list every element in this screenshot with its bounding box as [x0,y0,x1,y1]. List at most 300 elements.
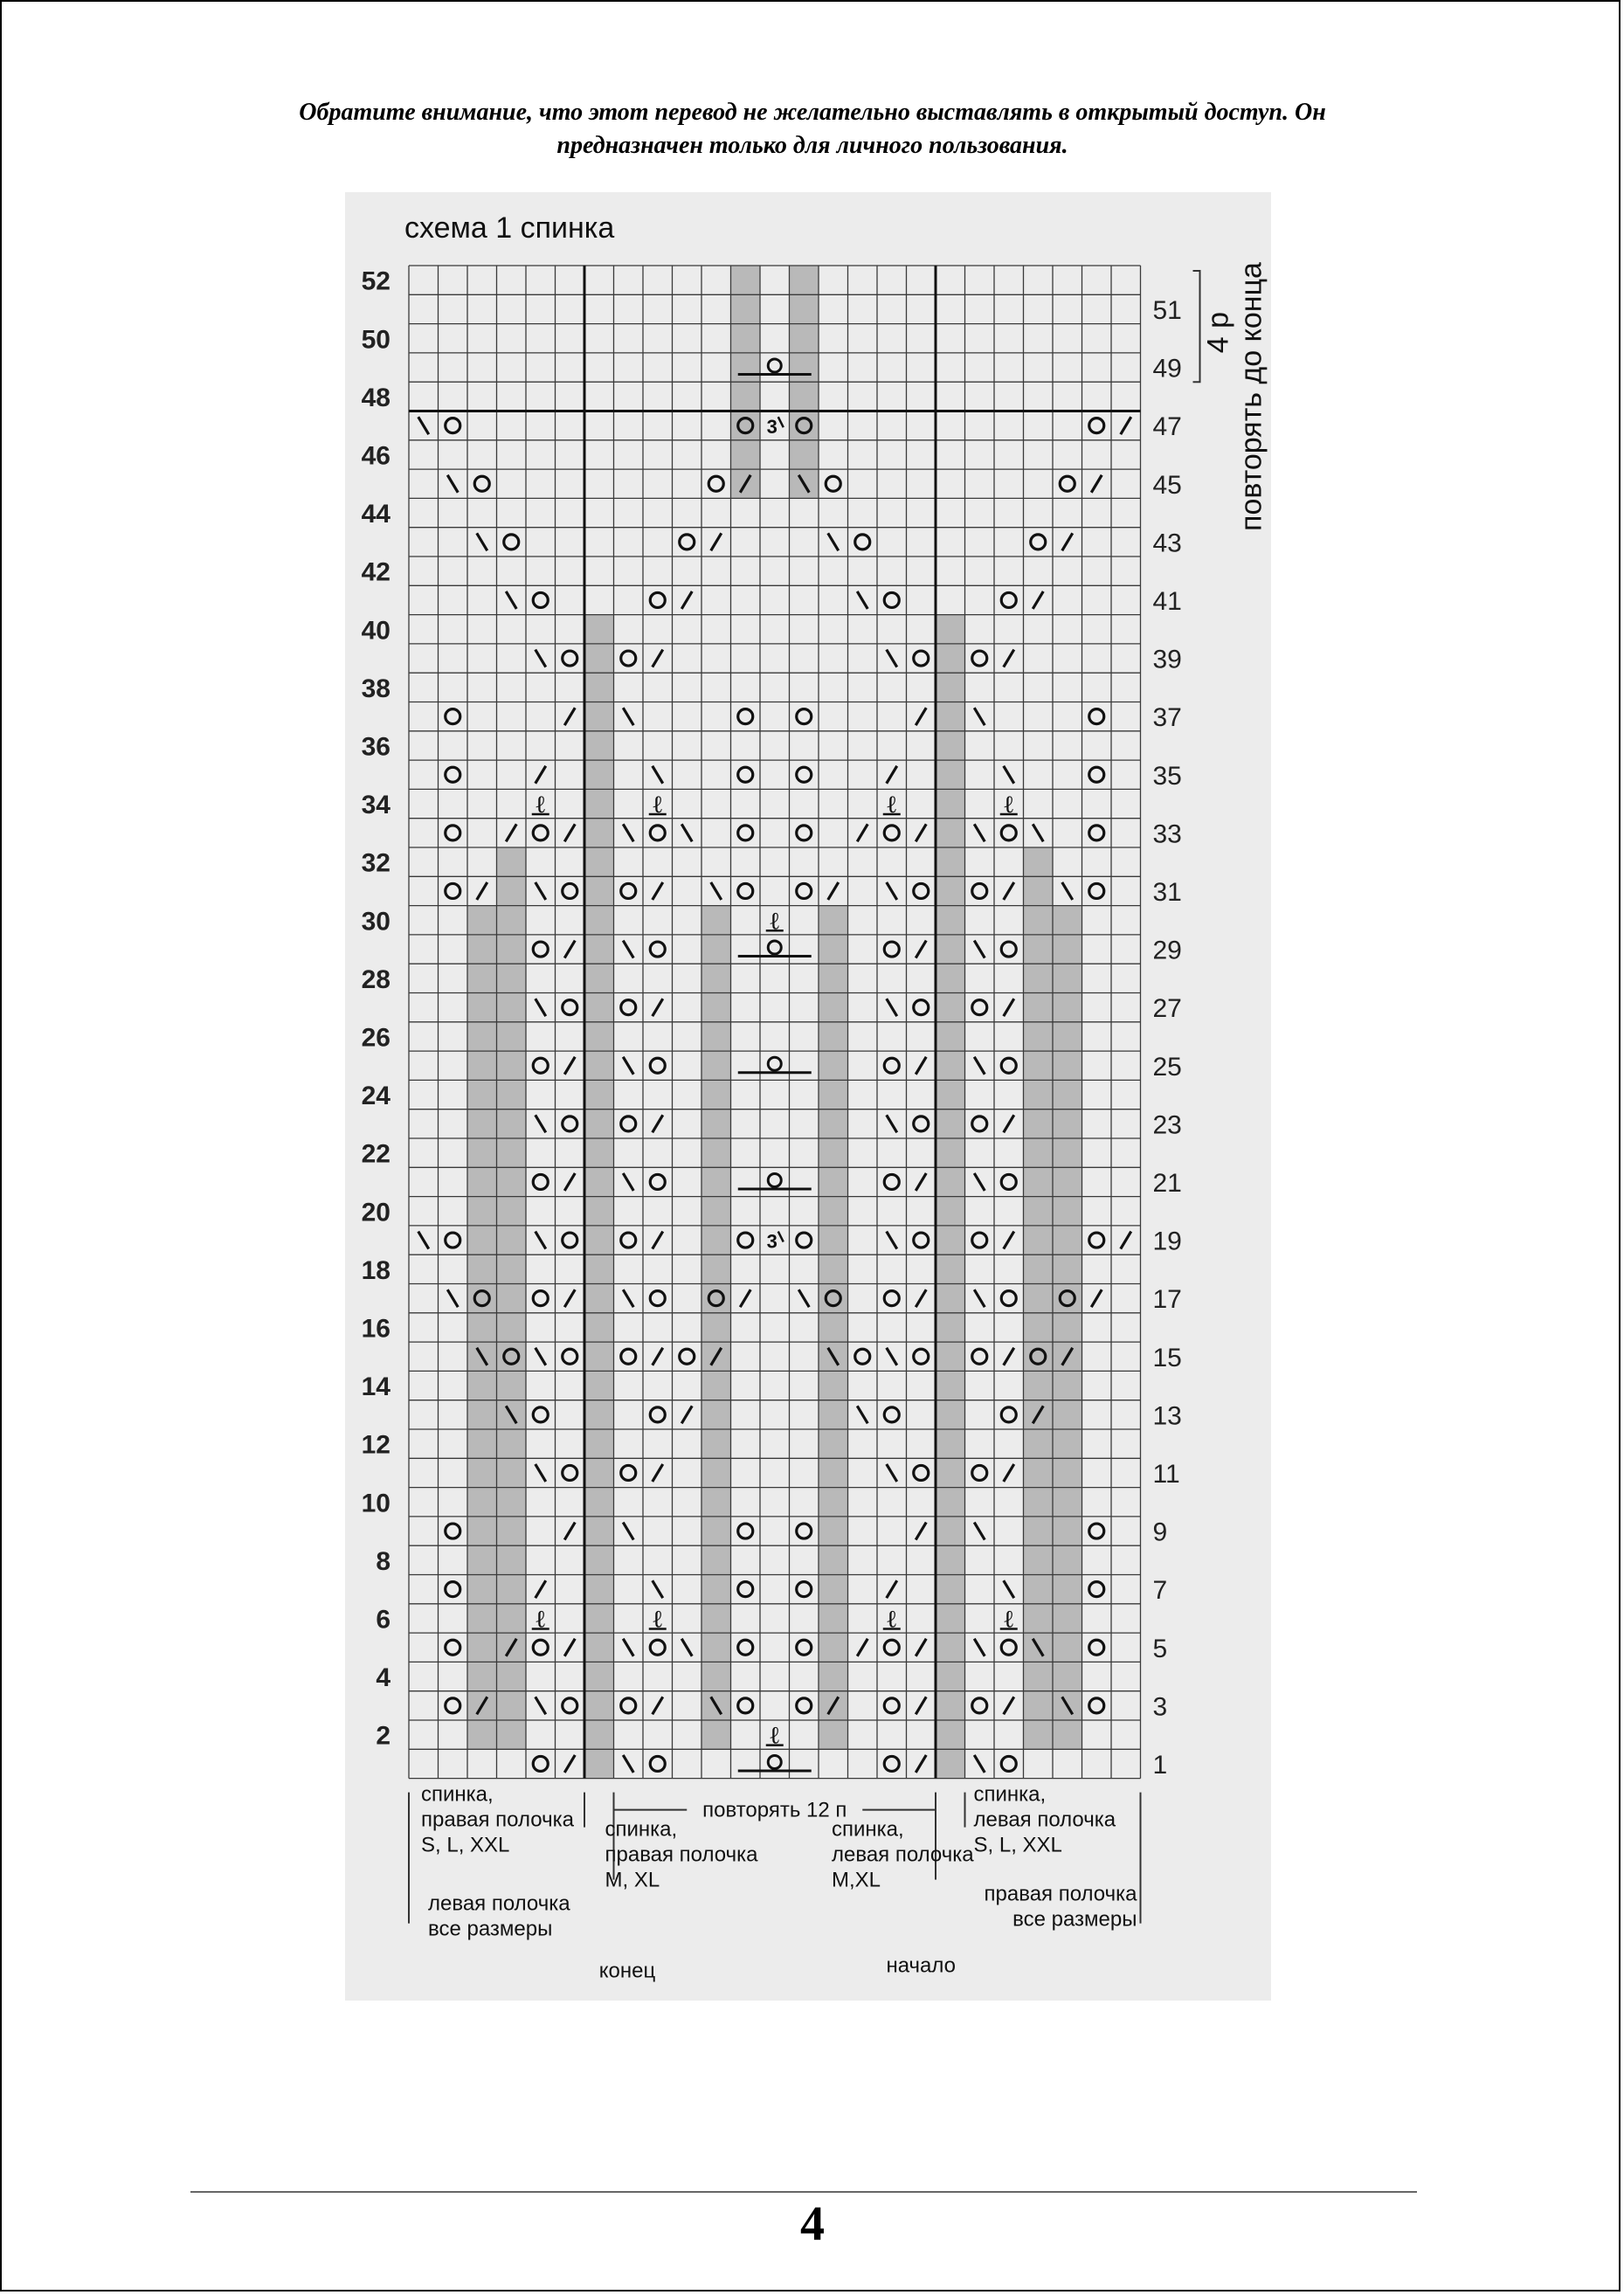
row-label-right: 21 [1152,1168,1182,1198]
k2tog-left-mark [974,1173,985,1191]
k2tog-right-mark [916,941,926,958]
bobble-mark [768,1173,781,1186]
k2tog-left-mark [623,1639,633,1656]
k2tog-left-mark [974,1639,985,1656]
k2tog-left-mark [1004,1580,1014,1598]
k2tog-right-mark [681,1406,692,1423]
k2tog-left-mark [857,1406,867,1423]
shaded-column [701,906,731,1750]
yarn-over-mark [563,1116,577,1131]
k2tog-left-mark [477,533,487,550]
yarn-over-mark [914,883,929,898]
k2tog-right-mark [506,824,516,841]
three-stitch-mark: 3 [766,1230,777,1253]
yarn-over-mark [914,651,929,666]
yarn-over-mark [797,1582,812,1597]
k2tog-left-mark [711,882,722,900]
twisted-stitch-mark: ℓ [653,1606,662,1634]
k2tog-right-mark [1121,1232,1131,1249]
row-label-right: 11 [1152,1459,1180,1489]
k2tog-left-mark [623,941,633,958]
yarn-over-mark [446,767,460,782]
repeat-rows-caption: повторять до конца [1234,262,1268,531]
yarn-over-mark [738,709,753,724]
row-label-left: 14 [361,1372,390,1402]
yarn-over-mark [1089,1524,1104,1538]
yarn-over-mark [446,1233,460,1248]
twisted-stitch-mark: ℓ [1004,791,1013,819]
section-label-right-front-all: все размеры [1012,1907,1137,1932]
yarn-over-mark [446,418,460,433]
twisted-stitch-mark: ℓ [887,791,896,819]
k2tog-right-mark [564,1639,575,1656]
k2tog-left-mark [1004,766,1014,784]
k2tog-left-mark [623,708,633,725]
yarn-over-mark [650,1291,665,1306]
yarn-over-mark [972,651,987,666]
yarn-over-mark [972,1000,987,1015]
yarn-over-mark [972,1349,987,1364]
chart-title: схема 1 спинка [404,211,615,245]
k2tog-left-mark [536,1348,546,1365]
row-label-right: 27 [1152,994,1182,1024]
k2tog-right-mark [1004,1697,1014,1714]
bobble-mark [768,941,781,954]
k2tog-left-mark [857,591,867,609]
yarn-over-mark [884,1058,899,1073]
yarn-over-mark [1001,826,1016,840]
k2tog-right-mark [916,1755,926,1773]
k2tog-right-mark [916,1523,926,1540]
k2tog-left-mark [536,1697,546,1714]
k2tog-left-mark [447,1289,458,1307]
k2tog-right-mark [1121,417,1131,434]
yarn-over-mark [446,709,460,724]
row-label-left: 30 [361,907,390,937]
k2tog-right-mark [887,1580,897,1598]
row-label-right: 41 [1152,586,1182,616]
k2tog-left-mark [536,1464,546,1482]
three-stitch-slash [778,417,784,427]
yarn-over-mark [914,1349,929,1364]
shaded-column [1053,906,1082,1750]
row-label-right: 47 [1152,412,1182,442]
twisted-stitch-mark: ℓ [887,1606,896,1634]
yarn-over-mark [533,1174,548,1189]
row-label-left: 10 [361,1489,390,1518]
yarn-over-mark [533,942,548,957]
chart-scan [345,192,1271,2001]
section-label-back-right-front-s-l-xxl: спинка, [421,1782,494,1807]
k2tog-left-mark [887,1348,897,1365]
yarn-over-mark [797,1698,812,1713]
k2tog-right-mark [681,591,692,609]
k2tog-right-mark [740,1289,750,1307]
yarn-over-mark [797,1640,812,1655]
end-label: конец [598,1959,656,1983]
three-stitch-slash [778,1232,784,1242]
yarn-over-mark [1089,709,1104,724]
row-label-right: 39 [1152,645,1182,674]
section-label-back-left-front-s-l-xxl: спинка, [973,1782,1047,1807]
k2tog-left-mark [536,882,546,900]
k2tog-left-mark [536,999,546,1016]
row-label-left: 18 [361,1255,390,1285]
yarn-over-mark [563,1233,577,1248]
yarn-over-mark [533,1058,548,1073]
row-label-right: 37 [1152,703,1182,733]
row-label-left: 44 [361,500,390,529]
row-label-left: 42 [361,557,390,587]
row-label-left: 48 [361,383,390,412]
yarn-over-mark [797,1233,812,1248]
k2tog-right-mark [1004,650,1014,667]
k2tog-left-mark [974,1523,985,1540]
yarn-over-mark [884,1640,899,1655]
row-label-left: 12 [361,1430,390,1460]
k2tog-right-mark [564,1173,575,1191]
k2tog-left-mark [653,766,663,784]
yarn-over-mark [650,1174,665,1189]
yarn-over-mark [797,767,812,782]
row-label-right: 19 [1152,1227,1182,1256]
k2tog-right-mark [1033,591,1043,609]
yarn-over-mark [1089,1582,1104,1597]
yarn-over-mark [650,1640,665,1655]
k2tog-left-mark [681,824,692,841]
row-label-right: 43 [1152,529,1182,558]
yarn-over-mark [621,1349,636,1364]
k2tog-right-mark [1004,1115,1014,1132]
k2tog-left-mark [1033,824,1043,841]
row-label-left: 4 [376,1663,390,1693]
k2tog-left-mark [887,1464,897,1482]
k2tog-right-mark [1062,533,1073,550]
yarn-over-mark [708,476,723,491]
row-label-left: 28 [361,964,390,994]
section-label-back-right-front-s-l-xxl: S, L, XXL [421,1833,510,1857]
yarn-over-mark [972,1465,987,1480]
yarn-over-mark [621,651,636,666]
twisted-stitch-mark: ℓ [536,1606,545,1634]
row-label-right: 3 [1152,1692,1168,1722]
row-label-right: 51 [1152,295,1182,325]
k2tog-right-mark [536,1580,546,1598]
yarn-over-mark [680,535,695,550]
yarn-over-mark [972,883,987,898]
row-label-right: 49 [1152,354,1182,384]
yarn-over-mark [533,592,548,607]
bobble-mark [768,1755,781,1768]
section-label-back-right-front-m-xl: спинка, [605,1817,678,1842]
row-label-left: 2 [376,1721,390,1751]
row-label-left: 50 [361,325,390,355]
row-label-right: 9 [1152,1517,1168,1547]
yarn-over-mark [972,1698,987,1713]
footer-rule [190,2191,1417,2193]
row-label-right: 5 [1152,1634,1168,1663]
row-label-right: 1 [1152,1750,1168,1780]
row-label-left: 22 [361,1139,390,1169]
section-label-back-left-front-m-xl: M,XL [832,1868,881,1892]
yarn-over-mark [1001,1640,1016,1655]
yarn-over-mark [884,1756,899,1771]
row-label-left: 8 [376,1546,390,1576]
yarn-over-mark [680,1349,695,1364]
yarn-over-mark [797,1524,812,1538]
yarn-over-mark [621,1116,636,1131]
bobble-mark [768,1057,781,1070]
yarn-over-mark [563,1349,577,1364]
yarn-over-mark [621,1000,636,1015]
yarn-over-mark [738,1582,753,1597]
k2tog-right-mark [916,1697,926,1714]
yarn-over-mark [650,592,665,607]
repeat-rows-note: 4 р [1201,311,1235,354]
yarn-over-mark [1001,1291,1016,1306]
yarn-over-mark [1031,535,1046,550]
k2tog-right-mark [916,708,926,725]
twisted-stitch-mark: ℓ [536,791,545,819]
k2tog-right-mark [653,650,663,667]
section-label-back-left-front-m-xl: спинка, [832,1817,904,1842]
section-label-left-front-all: левая полочка [428,1891,570,1916]
row-label-left: 40 [361,616,390,646]
k2tog-right-mark [1004,999,1014,1016]
yarn-over-mark [1089,1233,1104,1248]
k2tog-left-mark [536,1115,546,1132]
row-label-right: 23 [1152,1110,1182,1140]
k2tog-right-mark [1091,1289,1102,1307]
yarn-over-mark [738,1524,753,1538]
yarn-over-mark [446,1524,460,1538]
row-label-left: 24 [361,1082,390,1111]
row-label-right: 13 [1152,1401,1182,1431]
k2tog-right-mark [857,1639,867,1656]
yarn-over-mark [884,1698,899,1713]
k2tog-right-mark [1091,475,1102,493]
yarn-over-mark [914,1465,929,1480]
yarn-over-mark [1089,1698,1104,1713]
k2tog-left-mark [887,1232,897,1249]
row-label-left: 16 [361,1314,390,1344]
row-label-left: 38 [361,674,390,703]
k2tog-right-mark [653,999,663,1016]
k2tog-right-mark [564,1289,575,1307]
yarn-over-mark [563,1698,577,1713]
yarn-over-mark [650,942,665,957]
three-stitch-mark: 3 [766,416,777,439]
section-label-left-front-all: все размеры [428,1917,553,1941]
row-label-left: 34 [361,791,390,820]
yarn-over-mark [855,535,870,550]
yarn-over-mark [972,1116,987,1131]
k2tog-right-mark [711,533,722,550]
yarn-over-mark [826,476,840,491]
yarn-over-mark [446,1698,460,1713]
row-label-left: 36 [361,732,390,762]
repeat-rows-bracket [1193,271,1200,382]
shaded-column [467,906,497,1750]
k2tog-right-mark [653,882,663,900]
k2tog-left-mark [974,824,985,841]
yarn-over-mark [563,883,577,898]
yarn-over-mark [1089,418,1104,433]
yarn-over-mark [1001,592,1016,607]
yarn-over-mark [533,826,548,840]
yarn-over-mark [533,1640,548,1655]
yarn-over-mark [533,1291,548,1306]
k2tog-right-mark [916,1173,926,1191]
k2tog-left-mark [623,1057,633,1075]
k2tog-left-mark [1062,882,1073,900]
yarn-over-mark [563,1465,577,1480]
yarn-over-mark [1089,1640,1104,1655]
notice [175,96,1450,162]
k2tog-left-mark [887,650,897,667]
yarn-over-mark [855,1349,870,1364]
k2tog-left-mark [828,533,839,550]
k2tog-left-mark [418,1232,429,1249]
twisted-stitch-mark: ℓ [770,908,779,936]
start-label: начало [886,1953,957,1978]
yarn-over-mark [563,1000,577,1015]
yarn-over-mark [563,651,577,666]
yarn-over-mark [474,476,489,491]
k2tog-left-mark [887,882,897,900]
k2tog-right-mark [564,708,575,725]
k2tog-right-mark [653,1348,663,1365]
yarn-over-mark [650,1756,665,1771]
k2tog-right-mark [564,1057,575,1075]
k2tog-right-mark [653,1697,663,1714]
yarn-over-mark [1001,942,1016,957]
yarn-over-mark [738,1698,753,1713]
row-label-right: 35 [1152,761,1182,791]
yarn-over-mark [884,942,899,957]
yarn-over-mark [621,1233,636,1248]
k2tog-right-mark [653,1232,663,1249]
yarn-over-mark [621,1465,636,1480]
k2tog-left-mark [536,1232,546,1249]
yarn-over-mark [797,709,812,724]
shaded-column [497,847,527,1749]
k2tog-right-mark [1004,1232,1014,1249]
k2tog-left-mark [974,1755,985,1773]
notice-line-1: Обратите внимание, что этот перевод не желательно выставлять в открытый доступ. Он [299,99,1326,126]
twisted-stitch-mark: ℓ [1004,1606,1013,1634]
k2tog-left-mark [418,417,429,434]
k2tog-right-mark [916,1057,926,1075]
k2tog-left-mark [798,1289,809,1307]
row-label-right: 45 [1152,470,1182,500]
k2tog-right-mark [477,882,487,900]
yarn-over-mark [650,826,665,840]
k2tog-left-mark [623,1523,633,1540]
yarn-over-mark [1089,883,1104,898]
section-label-right-front-all: правая полочка [984,1882,1137,1906]
section-label-back-left-front-s-l-xxl: левая полочка [973,1808,1116,1832]
yarn-over-mark [797,826,812,840]
row-label-left: 26 [361,1023,390,1053]
row-label-right: 29 [1152,936,1182,965]
k2tog-left-mark [447,475,458,493]
yarn-over-mark [1001,1756,1016,1771]
yarn-over-mark [884,1291,899,1306]
yarn-over-mark [533,1407,548,1422]
notice-line-2: предназначен только для личного пользования. [556,132,1068,159]
k2tog-left-mark [974,1057,985,1075]
yarn-over-mark [797,883,812,898]
k2tog-left-mark [974,708,985,725]
yarn-over-mark [738,1233,753,1248]
yarn-over-mark [650,1058,665,1073]
yarn-over-mark [1060,476,1075,491]
section-label-back-right-front-s-l-xxl: правая полочка [421,1808,574,1832]
k2tog-right-mark [857,824,867,841]
k2tog-right-mark [536,766,546,784]
k2tog-left-mark [974,1289,985,1307]
k2tog-left-mark [623,1173,633,1191]
yarn-over-mark [972,1233,987,1248]
yarn-over-mark [533,1756,548,1771]
row-label-left: 32 [361,848,390,878]
yarn-over-mark [738,767,753,782]
k2tog-right-mark [916,824,926,841]
yarn-over-mark [446,1640,460,1655]
row-label-right: 25 [1152,1052,1182,1082]
row-label-right: 17 [1152,1285,1182,1315]
yarn-over-mark [446,1582,460,1597]
k2tog-left-mark [623,824,633,841]
k2tog-right-mark [653,1464,663,1482]
yarn-over-mark [621,883,636,898]
k2tog-left-mark [974,941,985,958]
yarn-over-mark [1001,1174,1016,1189]
yarn-over-mark [914,1116,929,1131]
yarn-over-mark [1001,1407,1016,1422]
yarn-over-mark [914,1000,929,1015]
yarn-over-mark [446,826,460,840]
yarn-over-mark [884,1407,899,1422]
yarn-over-mark [446,883,460,898]
yarn-over-mark [621,1698,636,1713]
section-label-back-right-front-m-xl: правая полочка [605,1842,758,1867]
k2tog-left-mark [653,1580,663,1598]
k2tog-left-mark [887,999,897,1016]
k2tog-right-mark [564,824,575,841]
repeat-stitches-note: повторять 12 п [702,1798,847,1822]
row-label-right: 7 [1152,1576,1168,1606]
yarn-over-mark [914,1233,929,1248]
row-label-right: 31 [1152,877,1182,907]
yarn-over-mark [1001,1058,1016,1073]
k2tog-right-mark [887,766,897,784]
yarn-over-mark [1089,826,1104,840]
bobble-mark [768,359,781,372]
shaded-column [1024,847,1054,1749]
yarn-over-mark [884,592,899,607]
section-label-back-left-front-s-l-xxl: S, L, XXL [973,1833,1062,1857]
section-label-back-right-front-m-xl: M, XL [605,1868,660,1892]
k2tog-left-mark [506,591,516,609]
row-label-right: 33 [1152,819,1182,849]
page-number: 4 [800,2197,825,2251]
row-label-left: 46 [361,441,390,471]
twisted-stitch-mark: ℓ [770,1722,779,1750]
shaded-column [819,906,848,1750]
k2tog-right-mark [1004,1348,1014,1365]
